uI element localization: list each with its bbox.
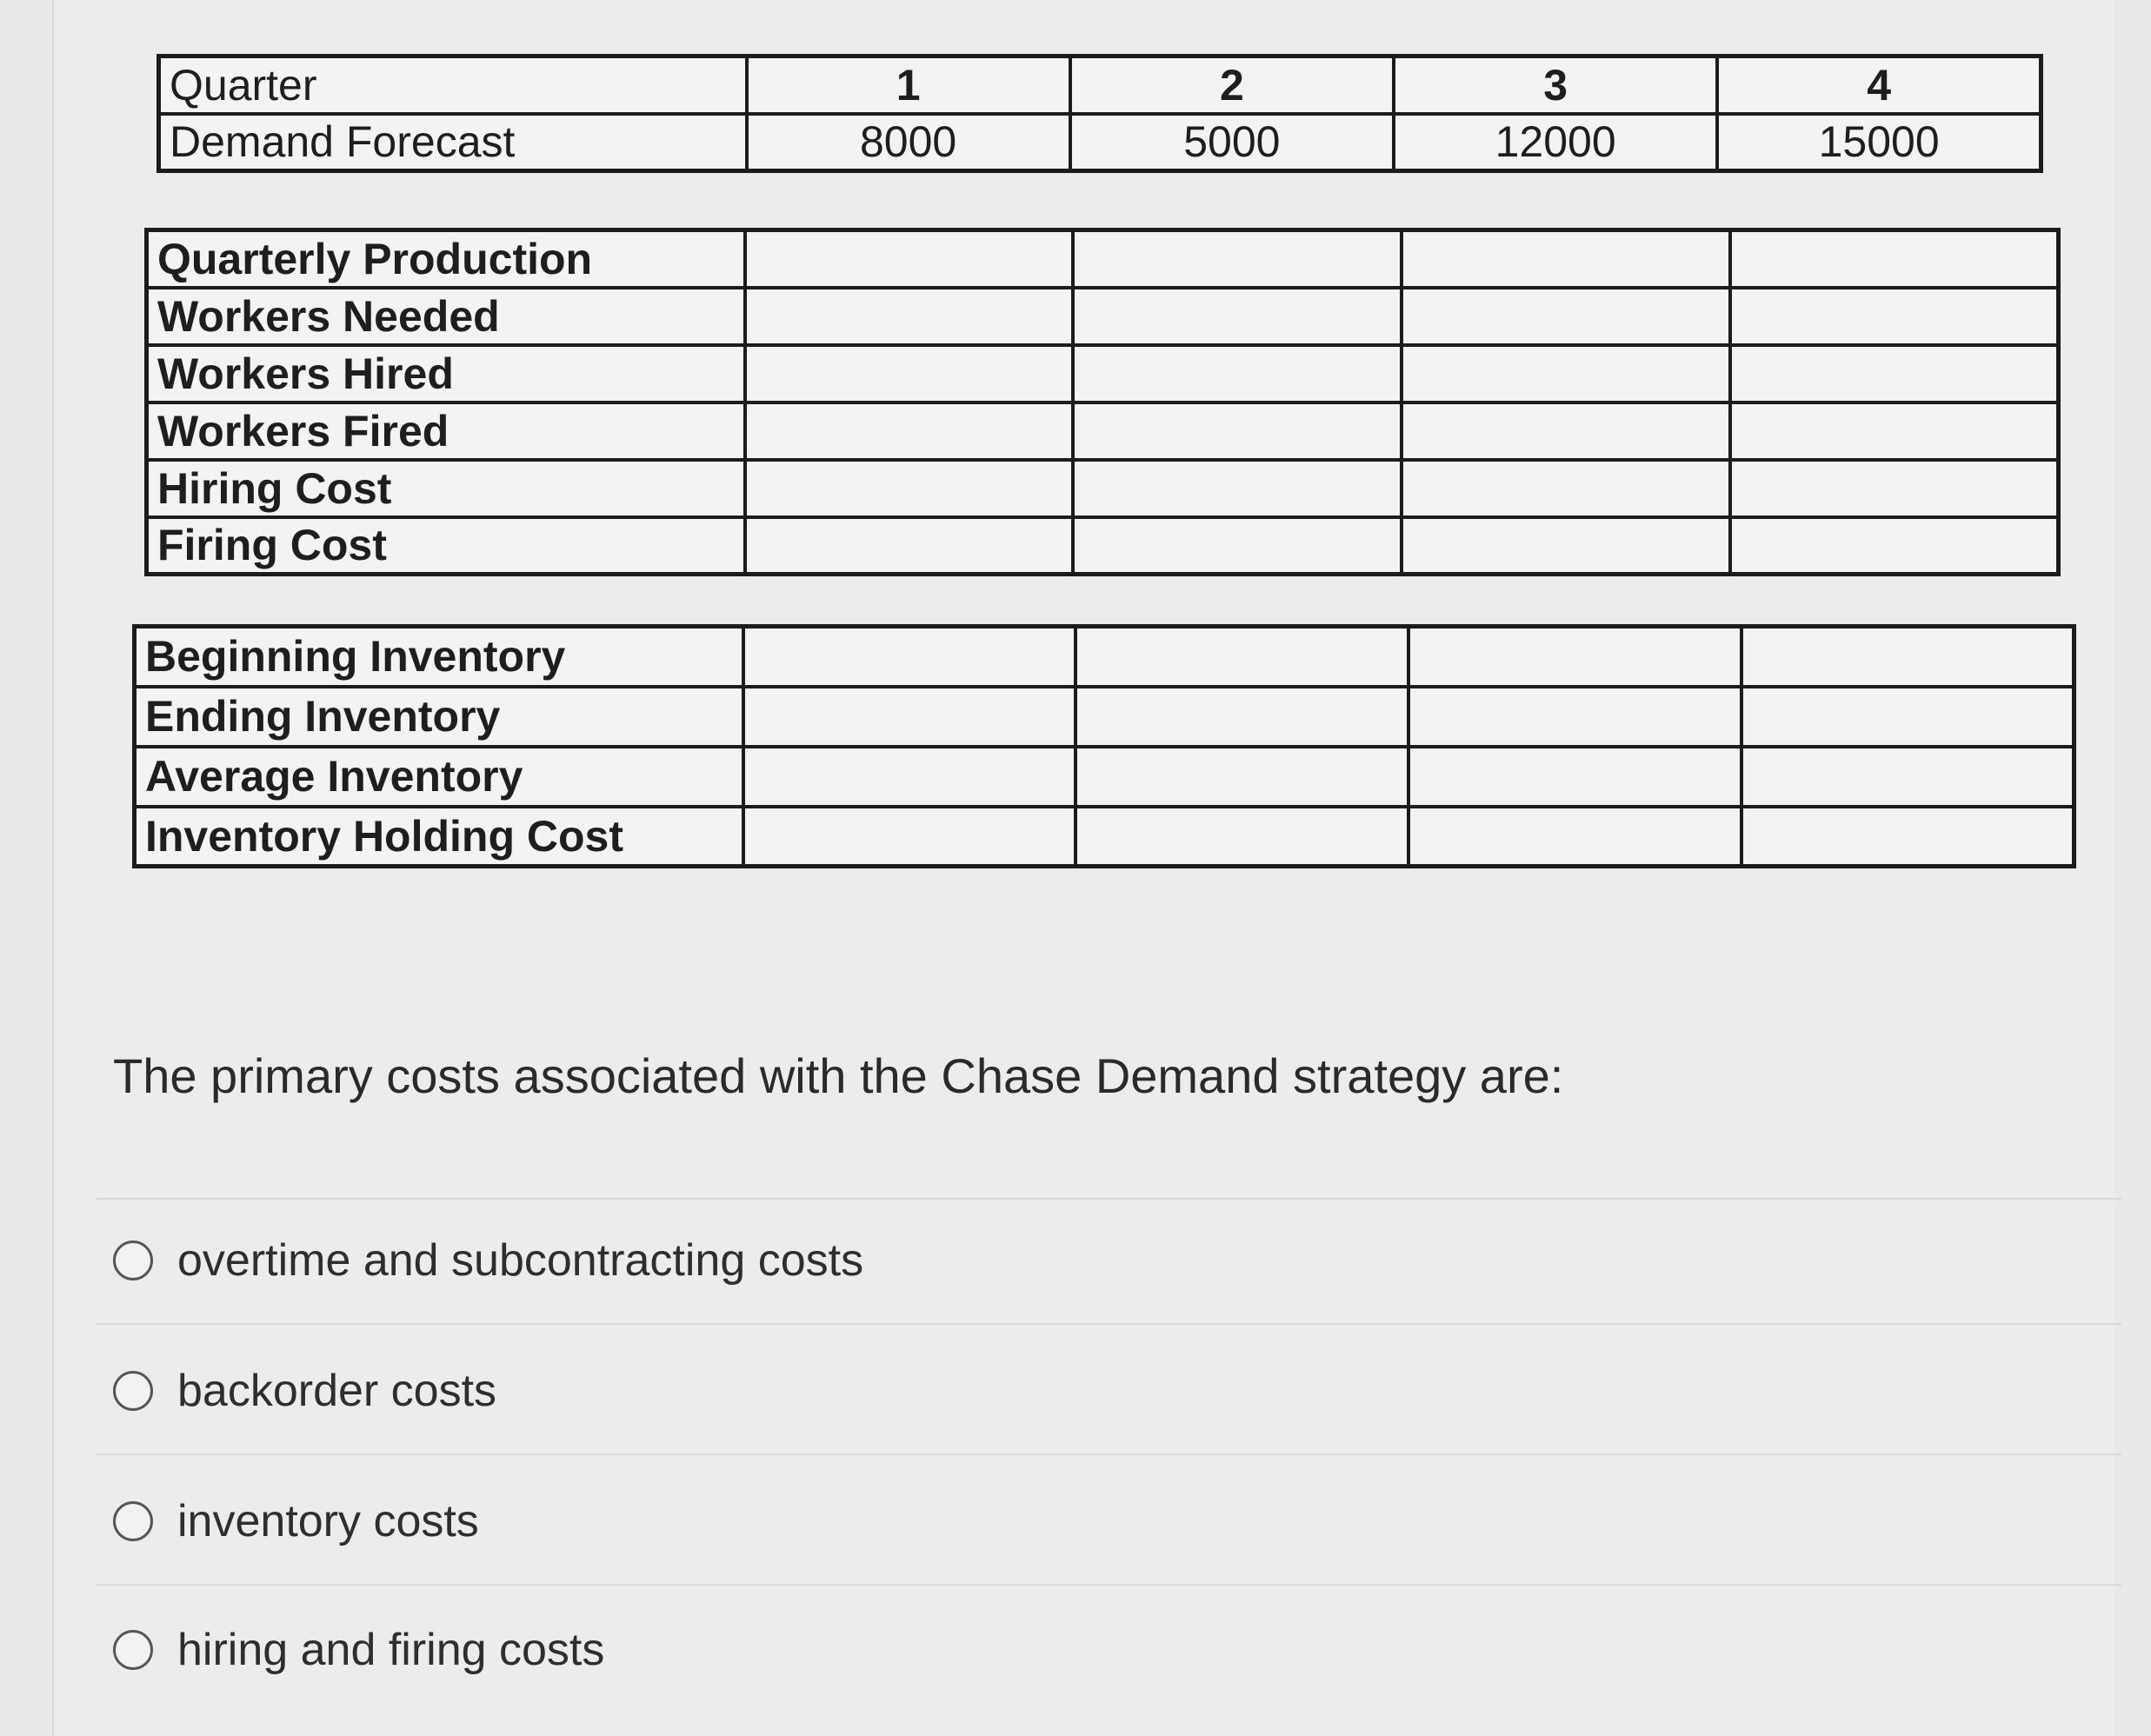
divider [96, 1198, 2121, 1200]
divider [96, 1453, 2121, 1455]
empty-cell [745, 288, 1074, 345]
radio-button-icon[interactable] [113, 1371, 153, 1411]
empty-cell [1402, 460, 1730, 517]
workers-needed-label: Workers Needed [147, 288, 745, 345]
empty-cell [1073, 230, 1402, 288]
question-prompt: The primary costs associated with the Chase Demand strategy are: [113, 1048, 1564, 1103]
empty-cell [1730, 345, 2059, 402]
empty-cell [743, 627, 1076, 687]
table-row [147, 288, 2059, 345]
empty-cell [1741, 627, 2074, 687]
empty-cell [1073, 402, 1402, 460]
empty-cell [1741, 747, 2074, 807]
empty-cell [1408, 627, 1741, 687]
demand-q4-cell: 15000 [1717, 114, 2041, 171]
empty-cell [1073, 517, 1402, 575]
radio-button-icon[interactable] [113, 1240, 153, 1280]
empty-cell [1073, 345, 1402, 402]
empty-cell [743, 807, 1076, 867]
empty-cell [1402, 288, 1730, 345]
empty-cell [1730, 517, 2059, 575]
empty-cell [1408, 687, 1741, 747]
empty-cell [745, 517, 1074, 575]
empty-cell [1076, 747, 1408, 807]
empty-cell [1730, 460, 2059, 517]
empty-cell [1741, 807, 2074, 867]
empty-cell [1076, 807, 1408, 867]
quarter-4-header: 4 [1717, 57, 2041, 114]
beginning-inventory-label: Beginning Inventory [135, 627, 743, 687]
table-row [159, 114, 2041, 171]
answer-option-label: backorder costs [177, 1366, 497, 1416]
answer-option-inventory[interactable] [113, 1495, 479, 1547]
inventory-holding-cost-label: Inventory Holding Cost [135, 807, 743, 867]
empty-cell [743, 747, 1076, 807]
table-row [147, 402, 2059, 460]
inventory-cost-table [132, 624, 2076, 868]
workers-hired-label: Workers Hired [147, 345, 745, 402]
answer-option-backorder[interactable] [113, 1365, 496, 1417]
empty-cell [1402, 402, 1730, 460]
empty-cell [1408, 807, 1741, 867]
empty-cell [1076, 627, 1408, 687]
radio-button-icon[interactable] [113, 1630, 153, 1670]
radio-button-icon[interactable] [113, 1501, 153, 1541]
table-row [147, 345, 2059, 402]
empty-cell [1402, 517, 1730, 575]
labor-cost-table [144, 228, 2061, 576]
demand-q1-cell: 8000 [747, 114, 1070, 171]
empty-cell [743, 687, 1076, 747]
empty-cell [1076, 687, 1408, 747]
quarter-header-label: Quarter [159, 57, 747, 114]
divider [96, 1323, 2121, 1325]
table-row [147, 517, 2059, 575]
hiring-cost-label: Hiring Cost [147, 460, 745, 517]
demand-q2-cell: 5000 [1070, 114, 1394, 171]
table-row [135, 747, 2074, 807]
firing-cost-label: Firing Cost [147, 517, 745, 575]
demand-forecast-label: Demand Forecast [159, 114, 747, 171]
ending-inventory-label: Ending Inventory [135, 687, 743, 747]
table-row [147, 230, 2059, 288]
answer-option-label: inventory costs [177, 1496, 479, 1546]
divider [96, 1584, 2121, 1586]
empty-cell [1408, 747, 1741, 807]
quarterly-production-label: Quarterly Production [147, 230, 745, 288]
demand-q3-cell: 12000 [1394, 114, 1717, 171]
answer-option-hiring-firing[interactable] [113, 1624, 604, 1676]
empty-cell [1741, 687, 2074, 747]
empty-cell [745, 345, 1074, 402]
empty-cell [1402, 345, 1730, 402]
empty-cell [1730, 402, 2059, 460]
empty-cell [745, 230, 1074, 288]
empty-cell [1073, 288, 1402, 345]
empty-cell [1730, 288, 2059, 345]
quarter-2-header: 2 [1070, 57, 1394, 114]
quarter-1-header: 1 [747, 57, 1070, 114]
demand-forecast-table [156, 54, 2043, 173]
answer-option-label: overtime and subcontracting costs [177, 1235, 864, 1286]
empty-cell [1402, 230, 1730, 288]
empty-cell [745, 460, 1074, 517]
empty-cell [1073, 460, 1402, 517]
average-inventory-label: Average Inventory [135, 747, 743, 807]
table-row [135, 687, 2074, 747]
answer-option-label: hiring and firing costs [177, 1625, 605, 1675]
table-row [159, 57, 2041, 114]
table-row [135, 807, 2074, 867]
table-row [147, 460, 2059, 517]
table-row [135, 627, 2074, 687]
empty-cell [745, 402, 1074, 460]
answer-option-overtime-subcontracting[interactable] [113, 1234, 863, 1287]
quarter-3-header: 3 [1394, 57, 1717, 114]
workers-fired-label: Workers Fired [147, 402, 745, 460]
empty-cell [1730, 230, 2059, 288]
